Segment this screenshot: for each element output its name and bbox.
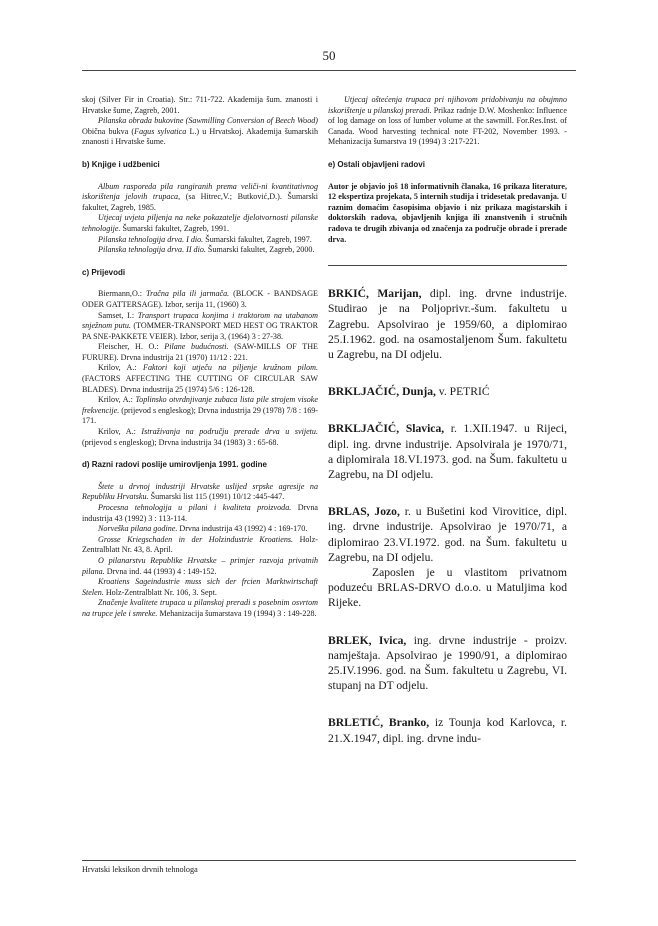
bibliography-item: Grosse Kriegschaden in der Holzindustrie Kroatiens. Holz-Zentralblatt Nr. 43, 8. April.: [82, 534, 319, 555]
bibliography-item: Značenje kvalitete trupaca u pilanskoj preradi s posebnim osvrtom na trupce jele i smreke. Mehanizacija šumarstava 19 (1994) 3 : 149-228.: [82, 598, 318, 618]
bibliography-item: Norveška pilana godine. Drvna industrija 43 (1992) 4 : 169-170.: [98, 524, 308, 534]
right-column: [328, 95, 567, 746]
section-heading-books: b) Knjige i udžbenici: [82, 159, 160, 169]
left-column: [82, 95, 318, 620]
bibliography-item: Pilanska obrada bukovine (Sawmilling Conversion of Beech Wood) Obična bukva (Fagus sylvatica L.) u Hrvatskoj. Akademija šumarskih znanosti i Hrvatske šume.: [82, 116, 318, 147]
section-heading-translations: c) Prijevodi: [82, 267, 126, 277]
section-heading-other-works: e) Ostali objavljeni radovi: [328, 159, 425, 169]
bibliography-item: Štete u drvnoj industriji Hrvatske uslijed srpske agresije na Republiku Hrvatsku. Šumarski list 115 (1991) 10/12 :445-447.: [82, 481, 318, 502]
bibliography-item: O pilanarstvu Republike Hrvatske – primjer razvoja privatnih pilana. Drvna ind. 44 (1993) 4 : 149-152.: [82, 555, 318, 576]
bibliography-item: Krilov, A.: Istraživanja na području prerade drva u svijetu. (prijevod s engleskog); Drvna industrija 34 (1983) 3 : 65-68.: [82, 427, 318, 447]
entry-brkljacic-dunja: BRKLJAČIĆ, Dunja, v. PETRIĆ: [328, 385, 490, 399]
bibliography-item: Krilov, A.: Toplinsko otvrdnjivanje zubaca lista pile strojem visoke frekvencije. (prijevod s engleskog); Drvna industrija 29 (1978) 7/8 : 169-171.: [82, 395, 318, 426]
entry-brkljacic-slavica: BRKLJAČIĆ, Slavica, r. 1.XII.1947. u Rijeci, dipl. ing. drvne industrije. Apsolvirala je 1970/71, a diplomirala 18.VI.1973. god. na Šum. fakultetu u Zagrebu, na DI odjelu.: [328, 422, 568, 481]
entry-brlas-jozo: BRLAS, Jozo, r. u Bušetini kod Virovitice, dipl. ing. drvne industrije. Apsolvirao je 1970/71, a diplomirao 23.VI.1972. god. na Šum. fakultetu u Zagrebu, na DI odjelu.: [328, 505, 567, 564]
bibliography-item: Utjecaj oštećenja trupaca pri njihovom pridobivanju na obujmno iskorištenje u pilanskoj preradi. Prikaz radnje D.W. Moshenko: Influence of log damage on loss of lumber volume at the sawmill. For.Res.Inst. of Canada. Wood harvesting technical note FT-202, November 1993. - Mehanizacija šumarstva 19 (1994) 3 :217-221.: [328, 95, 567, 147]
bibliography-item: Fleischer, H. O.: Pilane budućnosti. (SAW-MILLS OF THE FURURE). Drvna industrija 21 (1970) 11/12 : 221.: [82, 342, 318, 362]
footer-title: Hrvatski leksikon drvnih tehnologa: [82, 865, 198, 874]
bibliography-item: Album rasporeda pila rangiranih prema veliči-ni kvantitativnog iskorištenja jelovih trupaca, (sa Hitrec,V.; Butković,D.). Šumarski fakultet, Zagreb, 1985.: [82, 181, 318, 212]
entry-brlek-ivica: BRLEK, Ivica, ing. drvne industrije - proizv. namještaja. Apsolvirao je 1990/91, a diplomirao 25.IV.1996. god. na Šum. fakultetu u Zagrebu, VI. stupanj na DT odjelu.: [328, 633, 567, 693]
bibliography-item: Krilov, A.: Faktori koji utječu na piljenje kružnom pilom. (FACTORS AFFECTING THE CUTTING OF CIRCULAR SAW BLADES). Drvna industrija 25 (1974) 5/6 : 126-128.: [82, 363, 318, 394]
page-number: 50: [322, 48, 336, 63]
section-rule: [328, 265, 567, 266]
bibliography-item: Procesna tehnologija u pilani i kvaliteta proizvoda. Drvna industrija 43 (1992) 3 : 113-114.: [82, 503, 318, 523]
entry-continuation: skoj (Silver Fir in Croatia). Str.: 711-722. Akademija šum. znanosti i Hrvatske šume, Zagreb, 2001.: [82, 95, 318, 115]
entry-brletic-branko: BRLETIĆ, Branko, iz Tounja kod Karlovca, r. 21.X.1947, dipl. ing. drvne indu-: [328, 716, 567, 745]
other-works-summary: Autor je objavio još 18 informativnih članaka, 16 prikaza literature, 12 ekspertiza projekata, 5 internih studija i tridesetak predavanja. U raznim domaćim časopisima objavio i niz prikaza magistarskih i doktorskih radova, objavljenih knjiga ili znanstvenih i stručnih radova te drugih zbivanja od značenja za područje obrade i prerade drva.: [328, 181, 567, 244]
section-heading-later-works: d) Razni radovi poslije umirovljenja 1991. godine: [82, 460, 267, 470]
bibliography-item: Pilanska tehnologija drva. II dio. Šumarski fakultet, Zagreb, 2000.: [98, 245, 315, 255]
biography-entries: [328, 286, 567, 746]
bibliography-item: Kroatiens Sageindustrie muss sich der frcien Marktwirtschaft Stelen. Holz-Zentralblatt Nr. 106, 3. Sept.: [82, 577, 318, 597]
bibliography-item: Samset, I.: Transport trupaca konjima i traktorom na utabanom snježnom putu. (TOMMER-TRANSPORT MED HEST OG TRAKTOR PA SNE-PAKKETE VEIER). Izbor, serija 3, (1964) 3 : 27-38.: [82, 310, 319, 341]
bibliography-item: Utjecaj uvjeta piljenja na neke pokazatelje djelotvornosti pilanske tehnologije. Šumarski fakultet, Zagreb, 1991.: [82, 213, 318, 233]
footer-rule: [82, 860, 576, 861]
entry-brlas-jozo-employment: Zaposlen je u vlastitom privatnom poduzeću BRLAS-DRVO d.o.o. u Matuljima kod Rijeke.: [328, 565, 567, 610]
bibliography-item: Biermann,O.: Tračna pila ili jarmača. (BLOCK - BANDSAGE ODER GATTERSAGE). Izbor, serija 11, (1960) 3.: [82, 289, 318, 309]
entry-brkic-marijan: BRKIĆ, Marijan, dipl. ing. drvne industrije. Studirao je na Poljoprivr.-šum. fakultetu u Zagrebu. Apsolvirao je 1959/60, a diplomirao 25.I.1962. god. na osamostaljenom Šum. fakultetu u Zagrebu, na DI odjelu.: [328, 287, 567, 361]
header-rule: [82, 70, 576, 71]
bibliography-item: Pilanska tehnologija drva. I dio. Šumarski fakultet, Zagreb, 1997.: [98, 234, 312, 244]
